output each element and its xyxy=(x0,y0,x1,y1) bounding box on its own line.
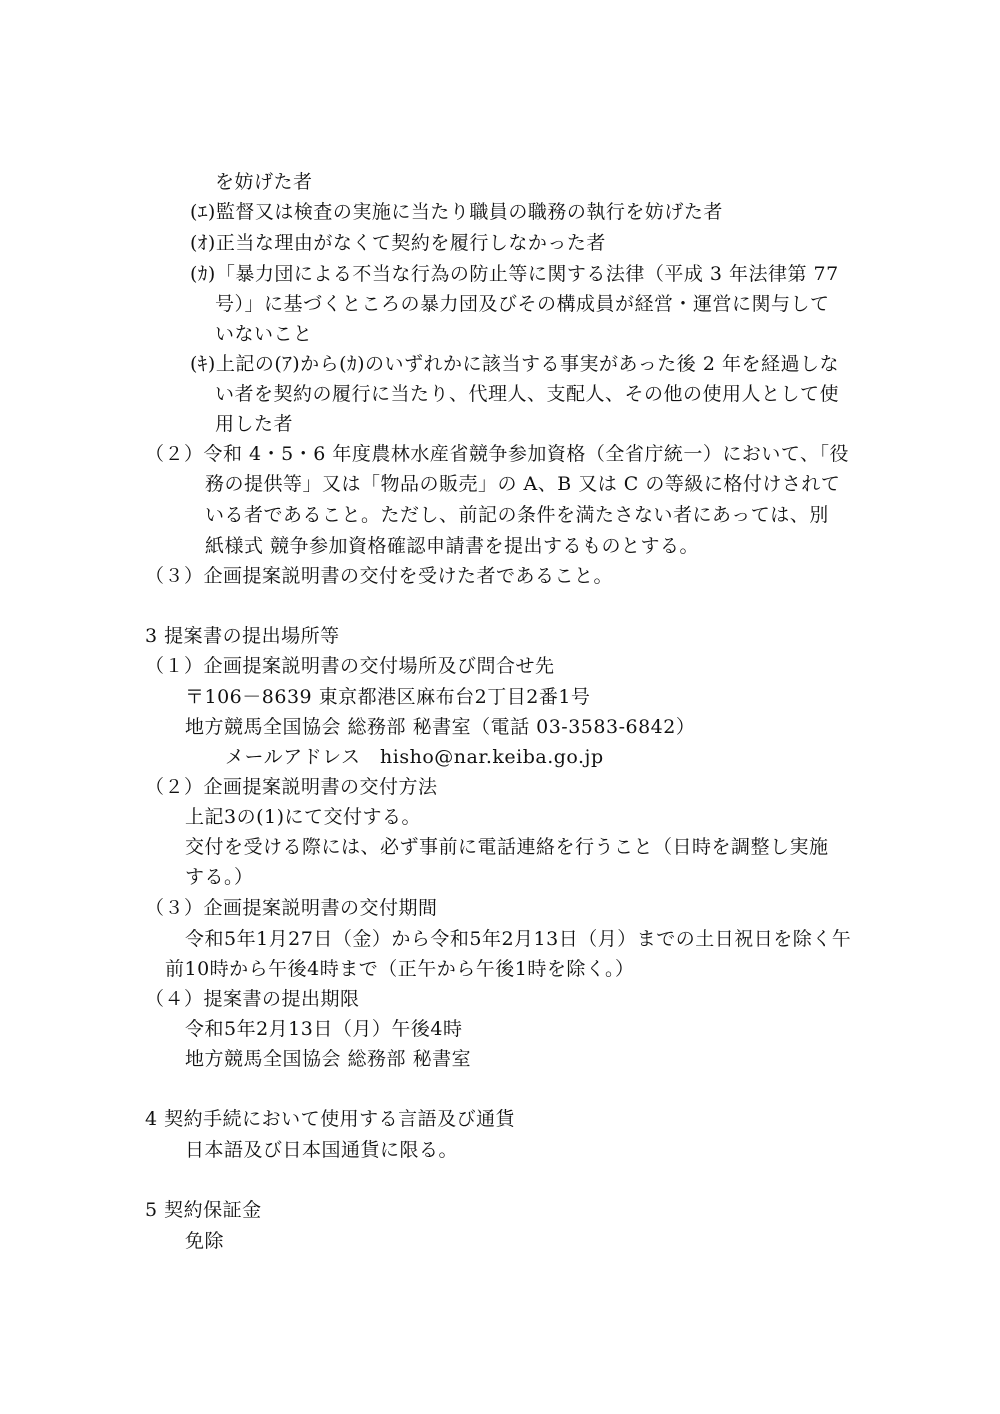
text-line: 上記3の(1)にて交付する。 xyxy=(185,806,422,828)
text-line: （２）令和 4・5・6 年度農林水産省競争参加資格（全省庁統一）において、「役 xyxy=(145,443,849,465)
text-line: 地方競馬全国協会 総務部 秘書室（電話 03-3583-6842） xyxy=(185,716,696,738)
text-line: を妨げた者 xyxy=(215,171,313,193)
text-line: する。） xyxy=(185,866,254,888)
text-line: 〒106－8639 東京都港区麻布台2丁目2番1号 xyxy=(185,686,591,708)
text-line: 紙様式 競争参加資格確認申請書を提出するものとする。 xyxy=(205,535,700,557)
text-line: 令和5年1月27日（金）から令和5年2月13日（月）までの土日祝日を除く午 xyxy=(185,928,852,950)
text-line: いないこと xyxy=(215,323,313,345)
section-heading: 4 契約手続において使用する言語及び通貨 xyxy=(145,1108,516,1130)
text-line: 前10時から午後4時まで（正午から午後1時を除く。） xyxy=(165,958,635,980)
text-line: い者を契約の履行に当たり、代理人、支配人、その他の使用人として使 xyxy=(215,383,840,405)
text-line: (ｴ)監督又は検査の実施に当たり職員の職務の執行を妨げた者 xyxy=(190,201,723,223)
text-line: (ｷ)上記の(ｱ)から(ｶ)のいずれかに該当する事実があった後 2 年を経過しな xyxy=(190,353,839,375)
text-line: 用した者 xyxy=(215,413,294,435)
text-line: 務の提供等」又は「物品の販売」の A、B 又は C の等級に格付けされて xyxy=(205,473,841,495)
text-line: 免除 xyxy=(185,1230,225,1252)
text-line: 号）」に基づくところの暴力団及びその構成員が経営・運営に関与して xyxy=(215,293,830,315)
text-line: 地方競馬全国協会 総務部 秘書室 xyxy=(185,1048,472,1070)
section-heading: 3 提案書の提出場所等 xyxy=(145,625,340,647)
text-line: (ｵ)正当な理由がなくて契約を履行しなかった者 xyxy=(190,232,606,254)
section-heading: 5 契約保証金 xyxy=(145,1199,262,1221)
text-line: 令和5年2月13日（月）午後4時 xyxy=(185,1018,463,1040)
text-line: 交付を受ける際には、必ず事前に電話連絡を行うこと（日時を調整し実施 xyxy=(185,836,829,858)
text-line: （１）企画提案説明書の交付場所及び問合せ先 xyxy=(145,655,555,677)
text-line: いる者であること。ただし、前記の条件を満たさない者にあっては、別 xyxy=(205,504,829,526)
text-line: (ｶ)「暴力団による不当な行為の防止等に関する法律（平成 3 年法律第 77 xyxy=(190,263,839,285)
text-line: （３）企画提案説明書の交付期間 xyxy=(145,897,438,919)
text-line: （４）提案書の提出期限 xyxy=(145,988,360,1010)
text-line: （２）企画提案説明書の交付方法 xyxy=(145,776,438,798)
text-line: 日本語及び日本国通貨に限る。 xyxy=(185,1139,459,1161)
text-line: メールアドレス hisho@nar.keiba.go.jp xyxy=(225,746,604,768)
text-line: （３）企画提案説明書の交付を受けた者であること。 xyxy=(145,565,614,587)
